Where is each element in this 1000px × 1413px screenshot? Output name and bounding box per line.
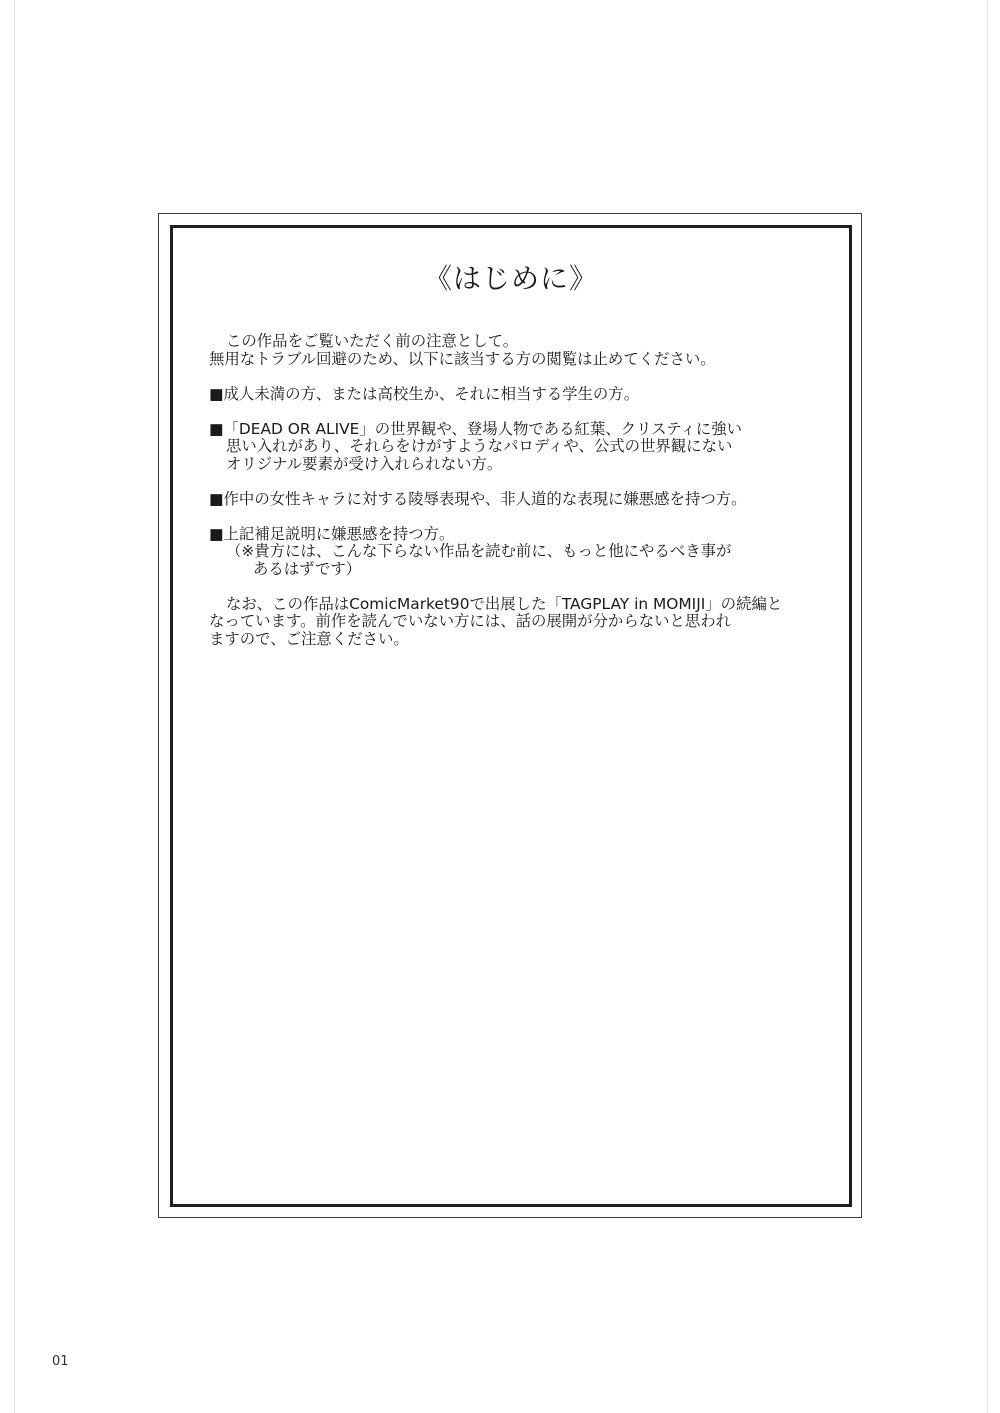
text-line: 無用なトラブル回避のため、以下に該当する方の閲覧は止めてください。	[209, 349, 716, 368]
text-line: ■作中の女性キャラに対する陵辱表現や、非人道的な表現に嫌悪感を持つ方。	[209, 489, 747, 508]
warning-item-minors	[209, 386, 829, 404]
intro-paragraph	[209, 333, 829, 368]
warning-item-worldview	[209, 421, 829, 474]
text-line: （※貴方には、こんな下らない作品を読む前に、もっと他にやるべき事が	[226, 542, 732, 560]
page-edge-right	[987, 0, 988, 1413]
warning-item-supplement	[209, 526, 829, 579]
notice-body	[209, 333, 829, 666]
text-line: ますので、ご注意ください。	[209, 629, 409, 648]
text-line: なっています。前作を読んでいない方には、話の展開が分からないと思われ	[209, 612, 732, 630]
sequel-note-paragraph	[209, 596, 829, 649]
text-line: 思い入れがあり、それらをけがすようなパロディや、公式の世界観にない	[226, 437, 733, 455]
page-number: 01	[52, 1354, 69, 1369]
text-line: オリジナル要素が受け入れられない方。	[226, 454, 503, 473]
text-line: なお、この作品はComicMarket90で出展した「TAGPLAY in MOMIJI」の続編と	[226, 594, 783, 613]
text-line: この作品をご覧いただく前の注意として。	[226, 332, 519, 350]
page-title: 《はじめに》	[423, 262, 598, 295]
page-edge-left	[14, 0, 15, 1413]
warning-item-content	[209, 491, 829, 509]
text-line: ■成人未満の方、または高校生か、それに相当する学生の方。	[209, 384, 640, 403]
text-line: あるはずです）	[253, 559, 362, 578]
text-line: ■「DEAD OR ALIVE」の世界観や、登場人物である紅葉、クリスティに強い	[209, 419, 742, 438]
text-line: ■上記補足説明に嫌悪感を持つ方。	[209, 524, 455, 543]
